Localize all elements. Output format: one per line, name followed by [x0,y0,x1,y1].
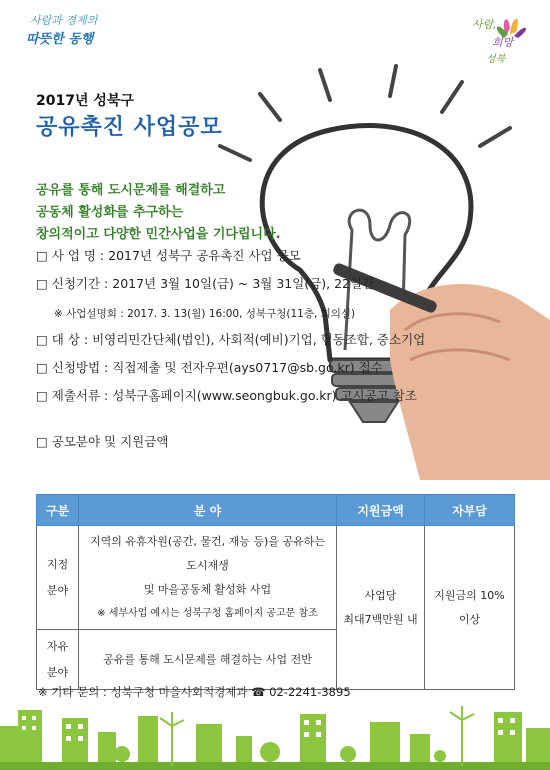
city-skyline-icon [0,696,550,770]
category-text: 자유 [46,639,69,653]
table-row [37,526,515,630]
year-title: 2017년 성북구 [36,93,134,109]
logo-left-line2: 따뜻한 동행 [26,32,94,47]
category-text: 분야 [46,665,69,679]
fields-heading: □ 공모분야 및 지원금액 [36,434,169,449]
support-table [36,494,514,690]
column-header-support-amount: 지원금액 [337,495,425,526]
self-burden-cell: 지원금의 10%이상 [425,526,515,690]
application-method: □ 신청방법 : 직접제출 및 전자우편(ays0717@sb.go.kr) 접수 [36,360,383,375]
lightbulb-illustration-icon [180,60,550,480]
logo-right-line3: 성북 [486,54,506,65]
intro-line: 창의적이고 다양한 민간사업을 기다립니다. [36,227,281,242]
table-header-row [37,495,515,526]
logo-seongbuk-social-economy [22,8,152,52]
contact-info: ※ 기타 문의 : 성북구청 마을사회적경제과 ☎ 02-2241-3895 [38,685,351,699]
support-text: 최대7백만원 내 [343,612,418,626]
intro-message [36,180,281,246]
support-amount-cell [337,526,425,690]
field-text: 및 마을공동체 활성화 사업 [143,582,272,596]
category-text: 분야 [46,583,69,597]
column-header-self-burden: 자부담 [425,495,515,526]
intro-line: 공유를 통해 도시문제를 해결하고 [36,183,226,198]
eligible-applicants: □ 대 상 : 비영리민간단체(법인), 사회적(예비)기업, 협동조합, 중소기업 [36,332,426,347]
column-header-field: 분 야 [79,495,337,526]
field-text: 지역의 유휴자원(공간, 물건, 재능 등)을 공유하는 도시재생 [90,534,325,572]
category-free [37,630,79,690]
logo-left-line1: 사람과 경제의 [30,14,98,27]
category-designated [37,526,79,630]
intro-line: 공동체 활성화를 추구하는 [36,205,184,220]
support-text: 사업당 [364,588,397,602]
logo-right-line1: 사람, [472,18,497,31]
briefing-session: ※ 사업설명회 : 2017. 3. 13(월) 16:00, 성북구청(11층, 회의실) [54,308,356,320]
page-title: 공유촉진 사업공모 [36,115,223,140]
required-documents: □ 제출서류 : 성북구홈페이지(www.seongbuk.go.kr) 고시공고 참조 [36,388,417,403]
field-note: ※ 세부사업 예시는 성북구청 홈페이지 공고문 참조 [97,607,318,619]
column-header-category: 구분 [37,495,79,526]
free-field-description: 공유를 통해 도시문제를 해결하는 사업 전반 [79,630,337,690]
application-period: □ 신청기간 : 2017년 3월 10일(금) ~ 3월 31일(금), 22일간 [36,276,375,291]
business-name: □ 사 업 명 : 2017년 성북구 공유촉진 사업 공모 [36,248,301,263]
designated-field-description [79,526,337,630]
logo-right-line2: 희망 [492,36,514,49]
category-text: 지정 [46,557,69,571]
